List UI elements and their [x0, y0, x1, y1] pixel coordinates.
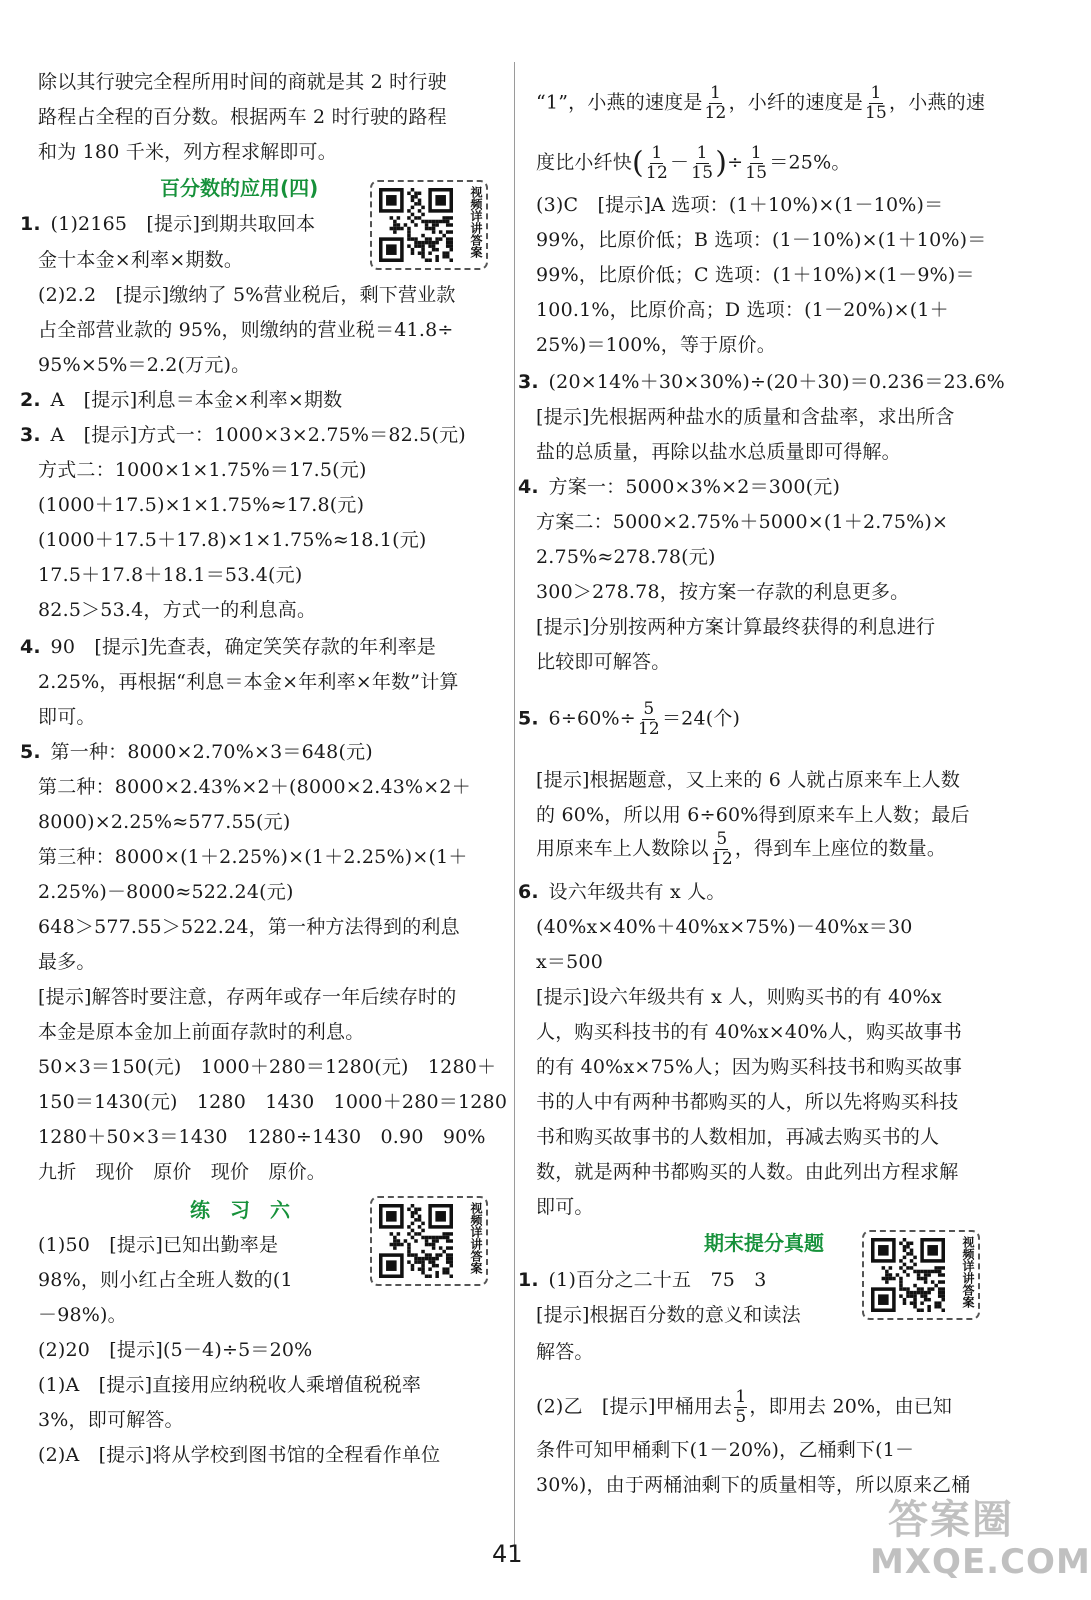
answer-text: 2.25%，再根据“利息＝本金×年利率×年数”计算 — [38, 671, 459, 693]
answer-text: A — [50, 424, 65, 446]
answer-text: (2)A — [38, 1444, 80, 1466]
question-number: 6. — [518, 881, 539, 903]
hint-tag: 提示 — [543, 1304, 583, 1326]
answer-line — [38, 1408, 184, 1432]
answer-text: 金十本金×利率×期数。 — [38, 249, 244, 271]
answer-text: (20×14%＋30×30%)÷(20＋30)＝0.236＝23.6% — [548, 371, 1005, 393]
hint-tag: 提示 — [543, 769, 583, 791]
question-number: 3. — [518, 371, 539, 393]
fraction-denominator: 15 — [864, 103, 888, 123]
answer-line — [38, 705, 96, 729]
answer-text: ，小纤的速度是 — [728, 91, 863, 114]
answer-text: ，小燕的速 — [889, 91, 986, 114]
answer-text: 6÷60%÷ — [548, 707, 636, 730]
answer-line: (3)C [提示]A 选项：(1＋10%)×(1－10%)＝ — [536, 194, 944, 216]
answer-line — [536, 950, 603, 974]
answer-line: 和为 180 千米，列方程求解即可。 — [38, 141, 337, 163]
answer-line — [518, 700, 740, 739]
answer-line — [536, 803, 970, 827]
answer-line — [536, 1125, 939, 1149]
answer-text: 人，购买科技书的有 40%x×40%人，购买故事书 — [536, 1021, 963, 1043]
answer-line: [提示]分别按两种方案计算最终获得的利息进行 — [536, 616, 936, 638]
question-number: 1. — [20, 213, 41, 235]
section-title: 练 习 六 — [190, 1198, 290, 1222]
fraction — [638, 700, 660, 739]
watermark — [870, 1488, 1091, 1594]
fraction-numerator: 1 — [750, 143, 762, 163]
answer-text: (1)A — [38, 1374, 80, 1396]
paren-open: ( — [632, 145, 644, 181]
watermark-logo-text: 答案圈 — [888, 1497, 1014, 1543]
answer-line — [38, 915, 460, 939]
hint-text: 根据题意，又上来的 6 人就占原来车上人数 — [589, 769, 961, 791]
qr-code-section1[interactable] — [370, 180, 488, 270]
hint-text: 先查表，确定笑笑存款的年利率是 — [147, 636, 436, 658]
hint-text: 根据百分数的意义和读法 — [589, 1304, 801, 1326]
section-title: 期末提分真题 — [704, 1231, 824, 1255]
answer-line — [38, 598, 316, 622]
hint-text: 利息＝本金×利率×期数 — [137, 389, 343, 411]
hint-text: 到期共取回本 — [200, 213, 316, 235]
fraction-denominator: 12 — [645, 163, 668, 183]
answer-text: ＝24(个) — [661, 707, 741, 730]
answer-line: 3. A [提示]方式一：1000×3×2.75%＝82.5(元) — [20, 424, 466, 446]
column-divider — [514, 62, 515, 1552]
question-number: 2. — [20, 389, 41, 411]
hint-tag: 提示 — [154, 213, 193, 235]
answer-text: 方式二：1000×1×1.75%＝17.5(元) — [38, 459, 367, 481]
answer-line — [38, 1160, 326, 1184]
question-number: 5. — [20, 741, 41, 763]
answer-text: 30%)，由于两桶油剩下的质量相等，所以原来乙桶 — [536, 1474, 971, 1496]
fraction-denominator: 12 — [704, 103, 727, 123]
hint-text: 解答时要注意，存两年或存一年后续存时的 — [91, 986, 457, 1008]
answer-line — [38, 353, 250, 377]
hint-text: (5－4)÷5＝20% — [162, 1339, 313, 1361]
answer-text: A — [50, 389, 65, 411]
answer-line — [38, 810, 290, 834]
answer-text: 最多。 — [38, 951, 96, 973]
answer-line: [提示]先根据两种盐水的质量和含盐率，求出所含 — [536, 406, 955, 428]
hint-text: 已知出勤率是 — [162, 1234, 279, 1256]
hint-tag: 提示 — [106, 1444, 145, 1466]
qr-code-section3[interactable] — [862, 1230, 980, 1320]
qr-label: 视频详讲答案 — [469, 1202, 483, 1274]
answer-text: 100.1%，比原价高；D 选项：(1－20%)×(1＋ — [536, 299, 949, 321]
fraction — [734, 1388, 747, 1427]
answer-text: 50×3＝150(元) 1000＋280＝1280(元) 1280＋ — [38, 1056, 497, 1078]
hint-text: 缴纳了 5%营业税后，剩下营业款 — [169, 284, 456, 306]
answer-text: 第三种：8000×(1＋2.25%)×(1＋2.25%)×(1＋ — [38, 846, 468, 868]
answer-line: 除以其行驶完全程所用时间的商就是其 2 时行驶 — [38, 71, 447, 93]
answer-text: 648＞577.55＞522.24，第一种方法得到的利息 — [38, 916, 460, 938]
hint-tag: 提示 — [543, 406, 583, 428]
answer-line — [536, 228, 986, 252]
answer-line — [38, 775, 471, 799]
hint-tag: 提示 — [101, 636, 141, 658]
answer-text: (2)2.2 — [38, 284, 97, 306]
answer-text: 方案二：5000×2.75%＋5000×(1＋2.75%)× — [536, 511, 949, 533]
answer-text: 方案一：5000×3%×2＝300(元) — [548, 476, 841, 498]
fraction — [646, 144, 668, 183]
fraction-numerator: 5 — [643, 699, 655, 719]
hint-tag: 提示 — [609, 1395, 648, 1418]
answer-line — [536, 510, 948, 534]
hint-tag: 提示 — [123, 284, 162, 306]
answer-line — [536, 580, 909, 604]
hint-tag: 提示 — [543, 616, 583, 638]
hint-text: 甲桶用去 — [655, 1395, 733, 1418]
answer-line — [536, 650, 670, 674]
answer-text: 的 60%，所以用 6÷60%得到原来车上人数；最后 — [536, 804, 970, 826]
fraction-denominator: 12 — [710, 849, 733, 869]
qr-code-icon — [379, 1204, 453, 1278]
answer-line — [536, 440, 901, 464]
answer-text: 占全部营业款的 95%，则缴纳的营业税＝41.8÷ — [38, 319, 454, 341]
answer-text: －98%)。 — [38, 1304, 127, 1326]
minus-sign: － — [669, 151, 690, 174]
question-number: 5. — [518, 707, 539, 730]
fraction-numerator: 1 — [696, 143, 708, 163]
answer-line — [38, 1268, 293, 1292]
answer-line: [提示]根据题意，又上来的 6 人就占原来车上人数 — [536, 769, 961, 791]
answer-line: (1)50 [提示]已知出勤率是 — [38, 1234, 279, 1256]
hint-tag: 提示 — [116, 1339, 156, 1361]
answer-text: (1)2165 — [50, 213, 128, 235]
hint-tag: 提示 — [91, 424, 130, 446]
answer-line — [536, 915, 913, 939]
answer-line: [提示]根据百分数的意义和读法 — [536, 1304, 801, 1326]
hint-text: 分别按两种方案计算最终获得的利息进行 — [589, 616, 936, 638]
qr-code-icon — [379, 188, 453, 262]
answer-line — [536, 830, 946, 869]
watermark-url: MXQE.COM — [870, 1542, 1091, 1582]
answer-line: (2)A [提示]将从学校到图书馆的全程看作单位 — [38, 1444, 441, 1466]
answer-text: (1000＋17.5＋17.8)×1×1.75%≈18.1(元) — [38, 529, 427, 551]
answer-line — [38, 563, 302, 587]
fraction-numerator: 5 — [716, 829, 728, 849]
page-number: 41 — [492, 1540, 523, 1568]
answer-line — [536, 1020, 962, 1044]
answer-line — [20, 740, 373, 764]
answer-line: (1)A [提示]直接用应纳税收人乘增值税税率 — [38, 1374, 422, 1396]
hint-tag: 提示 — [106, 1374, 145, 1396]
answer-line: 路程占全程的百分数。根据两车 2 时行驶的路程 — [38, 106, 447, 128]
answer-line — [518, 880, 726, 904]
answer-text: 82.5＞53.4，方式一的利息高。 — [38, 599, 317, 621]
answer-line — [536, 144, 851, 183]
answer-line — [536, 298, 949, 322]
fraction — [711, 830, 733, 869]
answer-text: 95%×5%＝2.2(万元)。 — [38, 354, 251, 376]
answer-line — [536, 263, 975, 287]
fraction — [745, 144, 767, 183]
answer-text: 25%)＝100%，等于原价。 — [536, 334, 776, 356]
answer-line — [536, 333, 776, 357]
answer-line: (2)乙 [提示]甲桶用去 $\frac{1}{5}$ ，即用去 20%，由已知 — [536, 1387, 953, 1427]
answer-line — [536, 1195, 594, 1219]
answer-line — [38, 458, 367, 482]
answer-text: ，得到车上座位的数量。 — [734, 837, 947, 860]
answer-line — [38, 318, 454, 342]
answer-text: 150＝1430(元) 1280 1430 1000＋280＝1280 — [38, 1091, 508, 1113]
answer-line — [38, 1055, 496, 1079]
answer-line — [38, 880, 294, 904]
hint-text: 先根据两种盐水的质量和含盐率，求出所含 — [589, 406, 955, 428]
answer-text: “1”，小燕的速度是 — [536, 91, 703, 114]
answer-text: 盐的总质量，再除以盐水总质量即可得解。 — [536, 441, 901, 463]
answer-line — [38, 248, 243, 272]
qr-label: 视频详讲答案 — [469, 186, 483, 258]
answer-text: 2.75%≈278.78(元) — [536, 546, 716, 568]
answer-text: 3%，即可解答。 — [38, 1409, 184, 1431]
answer-line — [536, 1340, 594, 1364]
fraction-denominator: 12 — [637, 719, 660, 739]
answer-line: [提示]设六年级共有 x 人，则购买书的有 40%x — [536, 986, 942, 1008]
answer-text: 比较即可解答。 — [536, 651, 671, 673]
question-number: 1. — [518, 1269, 539, 1291]
hint-tag: 提示 — [91, 389, 130, 411]
answer-text: 第一种：8000×2.70%×3＝648(元) — [50, 741, 373, 763]
hint-text: 方式一：1000×3×2.75%＝82.5(元) — [137, 424, 466, 446]
qr-code-section2[interactable] — [370, 1196, 488, 1286]
answer-text: 2.25%)－8000≈522.24(元) — [38, 881, 294, 903]
fraction-denominator: 15 — [745, 163, 768, 183]
answer-line: [提示]解答时要注意，存两年或存一年后续存时的 — [38, 986, 457, 1008]
answer-text: 数，就是两种书都购买的人数。由此列出方程求解 — [536, 1161, 959, 1183]
answer-text: (1)50 — [38, 1234, 91, 1256]
answer-line — [536, 1438, 914, 1462]
answer-text: 本金是原本金加上前面存款时的利息。 — [38, 1021, 365, 1043]
answer-text: 条件可知甲桶剩下(1－20%)，乙桶剩下(1－ — [536, 1439, 915, 1461]
answer-text: 90 — [50, 636, 76, 658]
answer-line — [536, 545, 716, 569]
answer-line — [38, 528, 427, 552]
answer-text: (2)乙 — [536, 1395, 583, 1418]
answer-line — [518, 475, 840, 499]
hint-text: 设六年级共有 x 人，则购买书的有 40%x — [589, 986, 942, 1008]
hint-tag: 提示 — [543, 986, 583, 1008]
answer-text: 书的人中有两种书都购买的人，所以先将购买科技 — [536, 1091, 959, 1113]
question-number: 4. — [20, 636, 41, 658]
hint-text: A 选项：(1＋10%)×(1－10%)＝ — [651, 194, 944, 216]
paren-close: ) — [715, 145, 728, 181]
answer-text: 99%，比原价低；C 选项：(1＋10%)×(1－9%)＝ — [536, 264, 975, 286]
answer-text: 的有 40%x×75%人；因为购买科技书和购买故事 — [536, 1056, 963, 1078]
answer-line — [536, 84, 985, 123]
answer-line — [38, 1125, 486, 1149]
answer-text: x＝500 — [536, 951, 603, 973]
hint-tag: 提示 — [116, 1234, 156, 1256]
fraction — [865, 84, 887, 123]
answer-line — [38, 1090, 507, 1114]
answer-line — [38, 493, 364, 517]
answer-line: (2)2.2 [提示]缴纳了 5%营业税后，剩下营业款 — [38, 284, 456, 306]
answer-line: 1. (1)2165 [提示]到期共取回本 — [20, 213, 316, 235]
answer-text: 99%，比原价低；B 选项：(1－10%)×(1＋10%)＝ — [536, 229, 987, 251]
answer-text: 300＞278.78，按方案一存款的利息更多。 — [536, 581, 910, 603]
answer-line: (2)20 [提示](5－4)÷5＝20% — [38, 1339, 313, 1361]
answer-text: ＝25%。 — [769, 151, 851, 174]
fraction-numerator: 1 — [651, 143, 663, 163]
answer-line: 4. 90 [提示]先查表，确定笑笑存款的年利率是 — [20, 636, 436, 658]
question-number: 3. — [20, 424, 41, 446]
answer-text: 1280＋50×3＝1430 1280÷1430 0.90 90% — [38, 1126, 486, 1148]
answer-text: ÷ — [727, 151, 744, 174]
answer-line: 2. A [提示]利息＝本金×利率×期数 — [20, 389, 343, 411]
answer-text: (40%x×40%＋40%x×75%)－40%x＝30 — [536, 916, 913, 938]
fraction — [705, 84, 727, 123]
question-number: 4. — [518, 476, 539, 498]
answer-line — [38, 1020, 364, 1044]
answer-text: 8000)×2.25%≈577.55(元) — [38, 811, 291, 833]
answer-text: 98%，则小红占全班人数的(1 — [38, 1269, 293, 1291]
hint-text: 将从学校到图书馆的全程看作单位 — [152, 1444, 441, 1466]
section-title: 百分数的应用(四) — [160, 176, 319, 200]
answer-text: 17.5＋17.8＋18.1＝53.4(元) — [38, 564, 303, 586]
fraction — [691, 144, 713, 183]
answer-line — [38, 845, 468, 869]
answer-text: 第二种：8000×2.43%×2＋(8000×2.43%×2＋ — [38, 776, 471, 798]
fraction-numerator: 1 — [870, 83, 882, 103]
fraction-denominator: 5 — [735, 1407, 747, 1427]
answer-text: 书和购买故事书的人数相加，再减去购买书的人 — [536, 1126, 940, 1148]
answer-line — [38, 1303, 127, 1327]
answer-text: (1)百分之二十五 75 3 — [548, 1269, 767, 1291]
fraction-numerator: 1 — [710, 83, 722, 103]
answer-line — [38, 670, 459, 694]
qr-label: 视频详讲答案 — [961, 1236, 975, 1308]
hint-tag: 提示 — [45, 986, 85, 1008]
hint-text: 直接用应纳税收人乘增值税税率 — [152, 1374, 422, 1396]
answer-text: 九折 现价 原价 现价 原价。 — [38, 1161, 327, 1183]
answer-text: 即可。 — [536, 1196, 594, 1218]
answer-line — [38, 950, 96, 974]
hint-tag: 提示 — [605, 194, 644, 216]
answer-text: 即可。 — [38, 706, 96, 728]
answer-line — [536, 1055, 962, 1079]
hint-text: ，即用去 20%，由已知 — [749, 1395, 953, 1418]
answer-text: 用原来车上人数除以 — [536, 837, 709, 860]
fraction-numerator: 1 — [735, 1387, 747, 1407]
answer-line — [536, 1090, 958, 1114]
qr-code-icon — [871, 1238, 945, 1312]
answer-text: 解答。 — [536, 1341, 594, 1363]
answer-text: 度比小纤快 — [536, 151, 633, 174]
answer-line — [536, 1160, 958, 1184]
answer-text: (1000＋17.5)×1×1.75%≈17.8(元) — [38, 494, 365, 516]
answer-line — [518, 1268, 767, 1292]
fraction-denominator: 15 — [691, 163, 714, 183]
answer-line — [518, 370, 1005, 394]
answer-text: (3)C — [536, 194, 579, 216]
answer-text: 设六年级共有 x 人。 — [548, 881, 726, 903]
answer-text: (2)20 — [38, 1339, 91, 1361]
